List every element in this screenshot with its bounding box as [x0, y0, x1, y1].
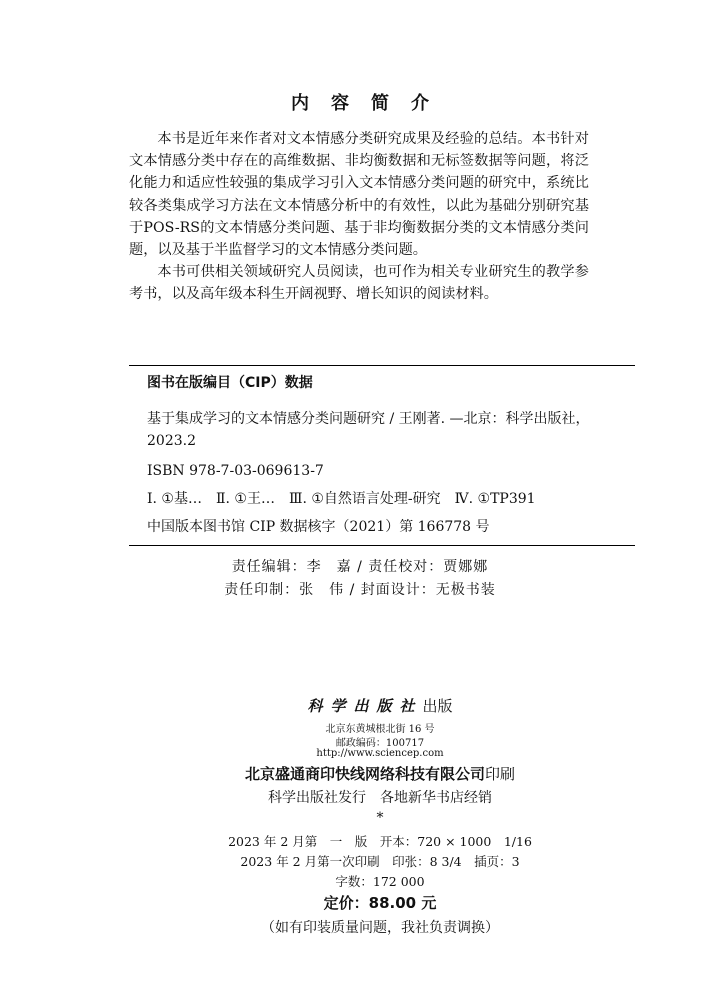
cip-heading: 图书在版编目（CIP）数据 [147, 375, 313, 391]
summary-paragraph-2: 本书可供相关领域研究人员阅读，也可作为相关专业研究生的教学参考书，以及高年级本科生开阔视野、增长知识的阅读材料。 [129, 264, 589, 303]
cip-isbn: ISBN 978-7-03-069613-7 [147, 463, 324, 479]
printer-suffix: 印刷 [485, 765, 516, 783]
staff-production: 责任印制：张 伟 / 封面设计：无极书装 [224, 582, 496, 598]
word-count: 字数：172 000 [335, 874, 425, 889]
printer-name: 北京盛通商印快线网络科技有限公司 [244, 765, 485, 783]
edition-line-1: 2023 年 2 月第 一 版 开本：720 × 1000 1/16 [228, 834, 532, 849]
publisher-postcode: 邮政编码：100717 [335, 738, 425, 749]
summary-section [129, 128, 589, 306]
distribution-line: 科学出版社发行 各地新华书店经销 [268, 790, 492, 806]
cip-top-divider [129, 365, 635, 366]
publisher-name: 科学出版社 [307, 697, 423, 715]
page-title: 内容简介 [291, 93, 451, 114]
separator-star: * [376, 810, 384, 826]
staff-editors: 责任编辑：李 嘉 / 责任校对：贾娜娜 [231, 559, 489, 575]
price: 定价：88.00 元 [323, 894, 437, 912]
quality-notice: （如有印装质量问题，我社负责调换） [261, 920, 499, 936]
summary-paragraph-1: 本书是近年来作者对文本情感分类研究成果及经验的总结。本书针对文本情感分类中存在的高维数据、非均衡数据和无标签数据等问题，将泛化能力和适应性较强的集成学习引入文本情感分类问题的研究中，系统比较各类集成学习方法在文本情感分析中的有效性，以此为基础分别研究基于POS-RS的文本情感分类问题、基于非均衡数据分类的文本情感分类问题，以及基于半监督学习的文本情感分类问题。 [129, 131, 589, 259]
publisher-website: http://www.sciencep.com [316, 748, 444, 759]
printer-line [0, 763, 720, 784]
publisher-line [0, 695, 720, 716]
publisher-suffix: 出版 [422, 697, 453, 715]
publisher-address: 北京东黄城根北街 16 号 [325, 724, 435, 735]
cip-bibliographic-line: 基于集成学习的文本情感分类问题研究 / 王刚著. —北京：科学出版社，2023.2 [147, 411, 590, 449]
cip-record-number: 中国版本图书馆 CIP 数据核字（2021）第 166778 号 [147, 519, 490, 535]
cip-bottom-divider [129, 545, 635, 546]
edition-line-2: 2023 年 2 月第一次印刷 印张：8 3/4 插页：3 [240, 854, 520, 869]
cip-classification: Ⅰ. ①基… Ⅱ. ①王… Ⅲ. ①自然语言处理-研究 Ⅳ. ①TP391 [147, 491, 536, 507]
